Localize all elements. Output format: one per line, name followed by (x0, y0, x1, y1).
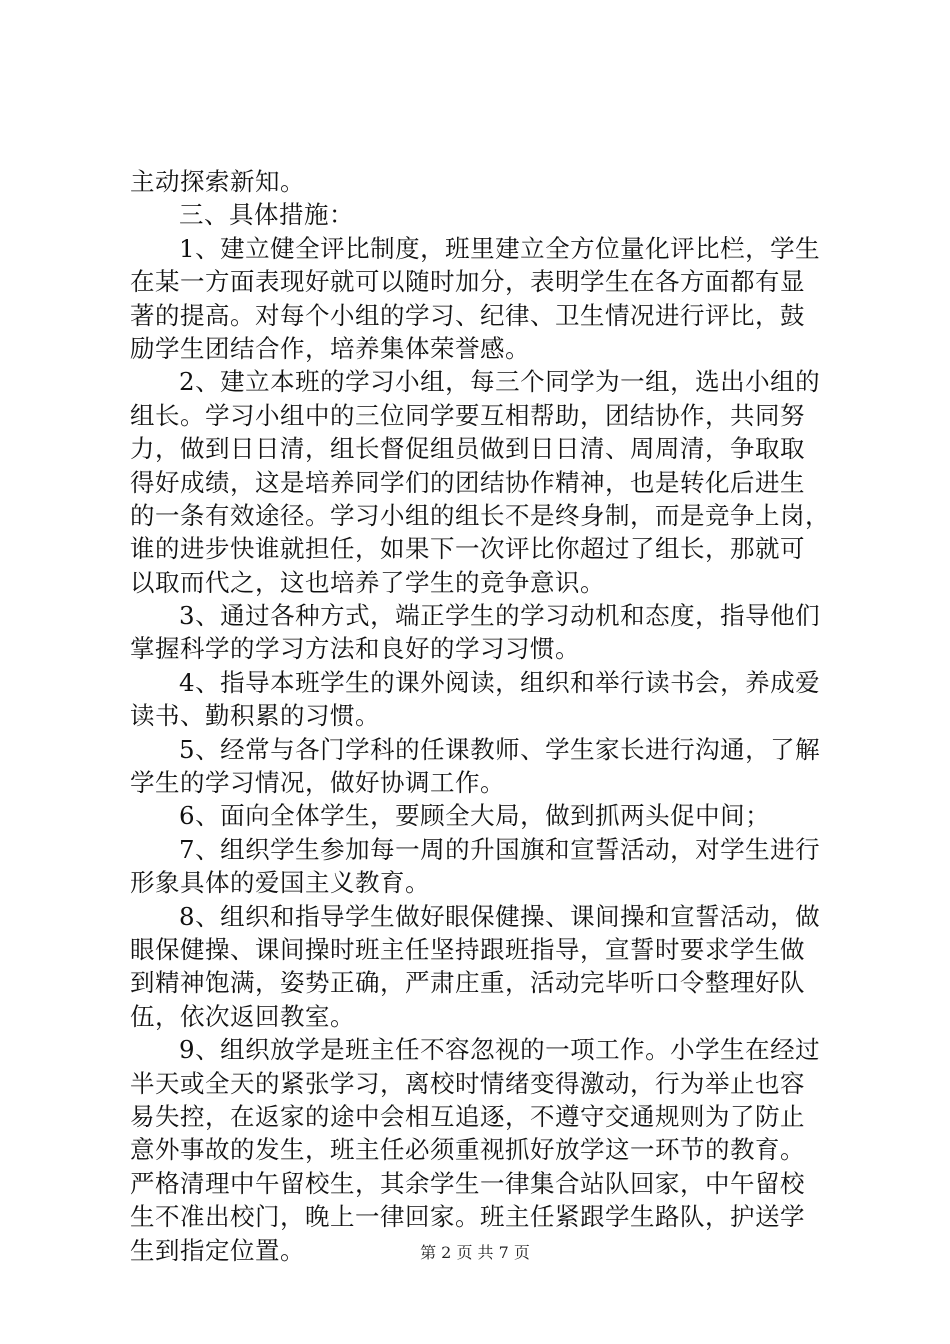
text-line: 严格清理中午留校生，其余学生一律集合站队回家，中午留校 (130, 1168, 805, 1198)
text-line: 得好成绩，这是培养同学们的团结协作精神，也是转化后进生 (130, 467, 805, 497)
text-line: 6、面向全体学生，要顾全大局，做到抓两头促中间； (179, 801, 771, 831)
text-line: 谁的进步快谁就担任，如果下一次评比你超过了组长，那就可 (130, 534, 805, 564)
document-body (130, 165, 830, 1267)
text-line: 在某一方面表现好就可以随时加分，表明学生在各方面都有显 (130, 267, 805, 297)
text-line: 2、建立本班的学习小组，每三个同学为一组，选出小组的 (179, 367, 821, 397)
text-line: 3、通过各种方式，端正学生的学习动机和态度，指导他们 (179, 601, 821, 631)
text-line: 生不准出校门，晚上一律回家。班主任紧跟学生路队，护送学 (130, 1202, 805, 1232)
text-line: 以取而代之，这也培养了学生的竞争意识。 (130, 567, 605, 597)
text-line: 的一条有效途径。学习小组的组长不是终身制，而是竞争上岗， (130, 500, 830, 530)
text-line: 7、组织学生参加每一周的升国旗和宣誓活动，对学生进行 (179, 834, 821, 864)
text-line: 主动探索新知。 (130, 167, 305, 196)
page-footer: 第 2 页 共 7 页 (420, 1243, 530, 1262)
text-line: 眼保健操、课间操时班主任坚持跟班指导，宣誓时要求学生做 (130, 934, 805, 964)
text-line: 易失控，在返家的途中会相互追逐，不遵守交通规则为了防止 (130, 1101, 805, 1131)
text-line: 读书、勤积累的习惯。 (130, 701, 380, 731)
text-line: 8、组织和指导学生做好眼保健操、课间操和宣誓活动，做 (179, 901, 821, 931)
text-line: 著的提高。对每个小组的学习、纪律、卫生情况进行评比，鼓 (130, 300, 805, 330)
text-line: 生到指定位置。 (130, 1235, 305, 1265)
text-line: 励学生团结合作，培养集体荣誉感。 (130, 333, 530, 363)
text-line: 掌握科学的学习方法和良好的学习习惯。 (130, 634, 580, 664)
text-line: 1、建立健全评比制度，班里建立全方位量化评比栏，学生 (179, 233, 821, 263)
text-line: 伍，依次返回教室。 (130, 1001, 355, 1031)
text-line: 意外事故的发生，班主任必须重视抓好放学这一环节的教育。 (130, 1135, 805, 1165)
text-line: 组长。学习小组中的三位同学要互相帮助，团结协作，共同努 (130, 400, 805, 430)
text-line: 学生的学习情况，做好协调工作。 (130, 768, 505, 798)
text-line: 力，做到日日清，组长督促组员做到日日清、周周清，争取取 (130, 434, 805, 464)
text-line: 4、指导本班学生的课外阅读，组织和举行读书会，养成爱 (179, 667, 821, 697)
text-line: 到精神饱满，姿势正确，严肃庄重，活动完毕听口令整理好队 (130, 968, 805, 998)
text-line: 5、经常与各门学科的任课教师、学生家长进行沟通，了解 (179, 734, 821, 764)
text-line: 三、具体措施： (179, 200, 354, 230)
text-line: 半天或全天的紧张学习，离校时情绪变得激动，行为举止也容 (130, 1068, 805, 1098)
text-line: 9、组织放学是班主任不容忽视的一项工作。小学生在经过 (179, 1035, 821, 1065)
text-line: 形象具体的爱国主义教育。 (130, 868, 430, 898)
